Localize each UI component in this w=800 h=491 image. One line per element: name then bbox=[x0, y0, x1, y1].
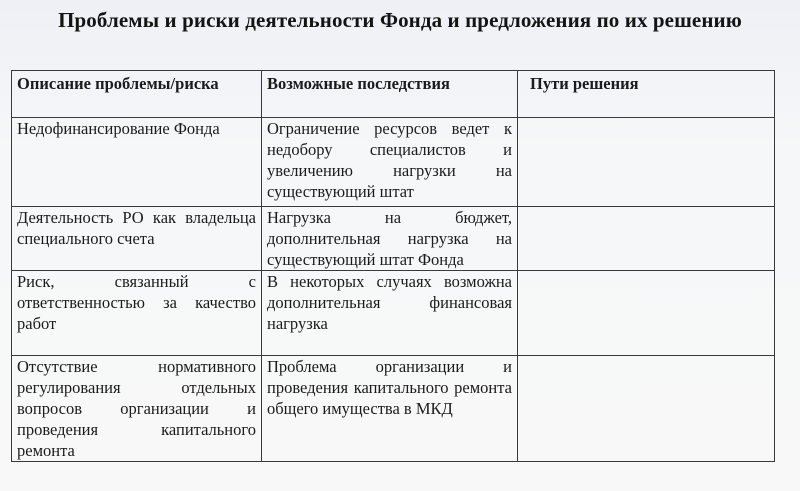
header-problem: Описание проблемы/риска bbox=[12, 71, 262, 118]
risks-table bbox=[11, 70, 775, 462]
cell-problem: Деятельность РО как владельца специального счета bbox=[12, 207, 262, 271]
cell-solutions bbox=[518, 356, 775, 462]
header-consequences: Возможные последствия bbox=[262, 71, 518, 118]
table-row bbox=[12, 118, 775, 207]
cell-problem: Отсутствие нормативного регулирования отдельных вопросов организации и проведения капитального ремонта bbox=[12, 356, 262, 462]
cell-consequences: Ограничение ресурсов ведет к недобору специалистов и увеличению нагрузки на существующий штат bbox=[262, 118, 518, 207]
table-row bbox=[12, 356, 775, 462]
document-title: Проблемы и риски деятельности Фонда и предложения по их решению bbox=[58, 8, 742, 32]
cell-solutions bbox=[518, 118, 775, 207]
cell-problem: Недофинансирование Фонда bbox=[12, 118, 262, 207]
cell-solutions bbox=[518, 271, 775, 356]
table-row bbox=[12, 207, 775, 271]
cell-problem: Риск, связанный с ответственностью за качество работ bbox=[12, 271, 262, 356]
table-row bbox=[12, 271, 775, 356]
cell-solutions bbox=[518, 207, 775, 271]
header-solutions: Пути решения bbox=[518, 71, 775, 118]
cell-consequences: Нагрузка на бюджет, дополнительная нагрузка на существующий штат Фонда bbox=[262, 207, 518, 271]
cell-consequences: Проблема организации и проведения капитального ремонта общего имущества в МКД bbox=[262, 356, 518, 462]
table-header-row bbox=[12, 71, 775, 118]
cell-consequences: В некоторых случаях возможна дополнительная финансовая нагрузка bbox=[262, 271, 518, 356]
